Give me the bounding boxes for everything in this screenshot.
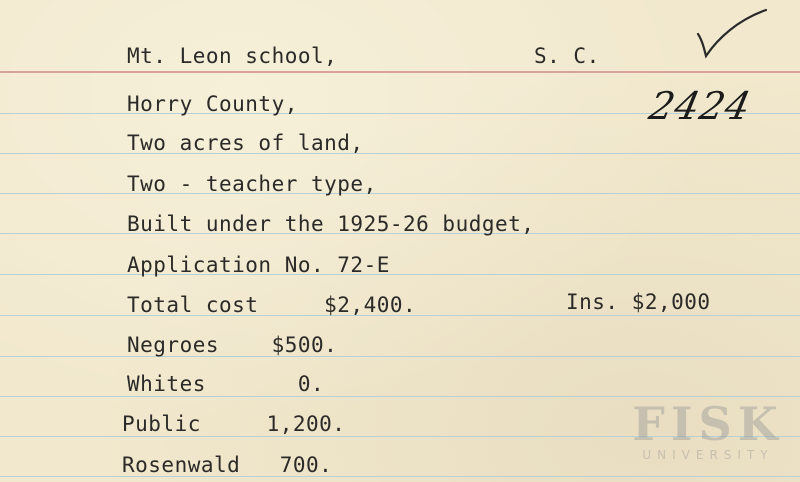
state: S. C. — [534, 44, 600, 68]
ruled-line — [0, 193, 800, 194]
fisk-university-watermark — [618, 397, 798, 462]
county: Horry County, — [127, 92, 298, 116]
card-number: 2424 — [645, 84, 756, 128]
whites-contribution: Whites 0. — [127, 372, 325, 396]
red-header-rule — [0, 71, 800, 73]
application-number: Application No. 72-E — [127, 253, 390, 277]
check-mark-icon — [690, 6, 780, 61]
ruled-line — [0, 476, 800, 477]
ruled-line — [0, 153, 800, 154]
teacher-type: Two - teacher type, — [127, 172, 377, 196]
watermark-sub: UNIVERSITY — [642, 448, 774, 462]
rosenwald-contribution: Rosenwald 700. — [122, 453, 333, 477]
negroes-contribution: Negroes $500. — [127, 333, 338, 357]
public-contribution: Public 1,200. — [122, 412, 346, 436]
budget-year: Built under the 1925-26 budget, — [127, 212, 535, 236]
watermark-main: FISK — [632, 397, 784, 451]
ruled-line — [0, 356, 800, 357]
land: Two acres of land, — [127, 131, 364, 155]
total-cost: Total cost $2,400. — [127, 293, 417, 317]
insurance: Ins. $2,000 — [566, 290, 711, 314]
school-name: Mt. Leon school, — [127, 44, 338, 68]
ruled-line — [0, 274, 800, 275]
